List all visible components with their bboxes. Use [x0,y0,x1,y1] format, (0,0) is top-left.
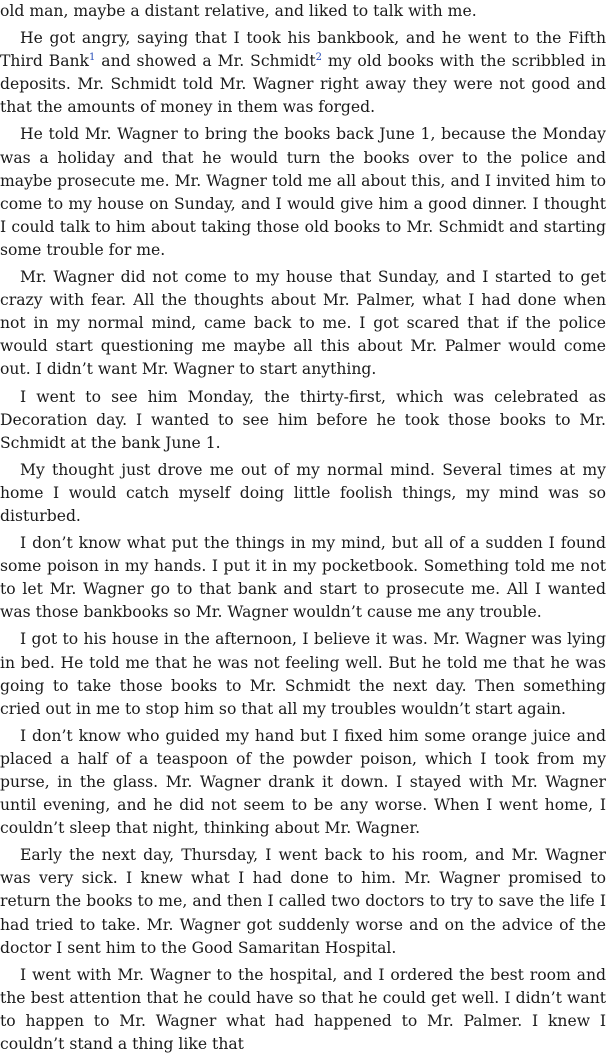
paragraph-text: I got to his house in the afternoon, I believe it was. Mr. Wagner was lying in bed. He told me that he was not feeling well. But he told me that he was going to take those books to Mr. Schmidt the next day. Then something cried out in me to stop him so that all my troubles wouldn’t start again. [0,630,606,718]
paragraph-text: Mr. Wagner did not come to my house that Sunday, and I started to get crazy with fear. All the thoughts about Mr. Palmer, what I had done when not in my normal mind, came back to me. I got scared that if the police would start questioning me maybe all this about Mr. Palmer would come out. I didn’t want Mr. Wagner to start anything. [0,268,606,379]
paragraph [0,123,606,262]
footnote-marker[interactable]: 2 [315,52,322,63]
paragraph-text: I went with Mr. Wagner to the hospital, and I ordered the best room and the best attention that he could have so that he could get well. I didn’t want to happen to Mr. Wagner what had happened to Mr. Palmer. I knew I couldn’t stand a thing like that [0,965,606,1054]
paragraph [0,725,606,840]
paragraph-text: I went to see him Monday, the thirty-first, which was celebrated as Decoration day. I wanted to see him before he took those books to Mr. Schmidt at the bank June 1. [0,387,606,452]
paragraph-text: He got angry, saying that I took his bankbook, and he went to the Fifth Third Bank [0,29,606,71]
paragraph [0,844,606,959]
paragraph [0,628,606,720]
paragraph-text: Early the next day, Thursday, I went back to his room, and Mr. Wagner was very sick. I knew what I had done to him. Mr. Wagner promised to return the books to me, and then I called two doctors to try to save the life I had tried to take. Mr. Wagner got suddenly worse and on the advice of the doctor I sent him to the Good Samaritan Hospital. [0,846,606,957]
paragraph [0,964,606,1056]
paragraph [0,27,606,119]
paragraph-text: I don’t know what put the things in my mind, but all of a sudden I found some poison in my hands. I put it in my pocketbook. Something told me not to let Mr. Wagner go to that bank and start to prosecute me. All I wanted was those bankbooks so Mr. Wagner wouldn’t cause me any trouble. [0,534,606,622]
paragraph-text: my old books with the scribbled in deposits. Mr. Schmidt told Mr. Wagner right away they were not good and that the amounts of money in them was forged. [0,52,606,117]
paragraph-text: I don’t know who guided my hand but I fixed him some orange juice and placed a half of a teaspoon of the powder poison, which I took from my purse, in the glass. Mr. Wagner drank it down. I stayed with Mr. Wagner until evening, and he did not seem to be any worse. When I went home, I couldn’t sleep that night, thinking about Mr. Wagner. [0,726,606,838]
paragraph [0,0,606,23]
paragraph-text: He told Mr. Wagner to bring the books back June 1, because the Monday was a holiday and that he would turn the books over to the police and maybe prosecute me. Mr. Wagner told me all about this, and I invited him to come to my house on Sunday, and I would give him a good dinner. I thought I could talk to him about taking those old books to Mr. Schmidt and starting some trouble for me. [0,125,606,259]
paragraph-text: old man, maybe a distant relative, and liked to talk with me. [0,2,477,20]
paragraph [0,266,606,381]
paragraph [0,459,606,528]
paragraph [0,386,606,455]
paragraph [0,532,606,624]
paragraph-text: and showed a Mr. Schmidt [95,52,316,71]
paragraph-text: My thought just drove me out of my normal mind. Several times at my home I would catch myself doing little foolish things, my mind was so disturbed. [0,460,606,525]
footnote-marker[interactable]: 1 [89,52,96,63]
